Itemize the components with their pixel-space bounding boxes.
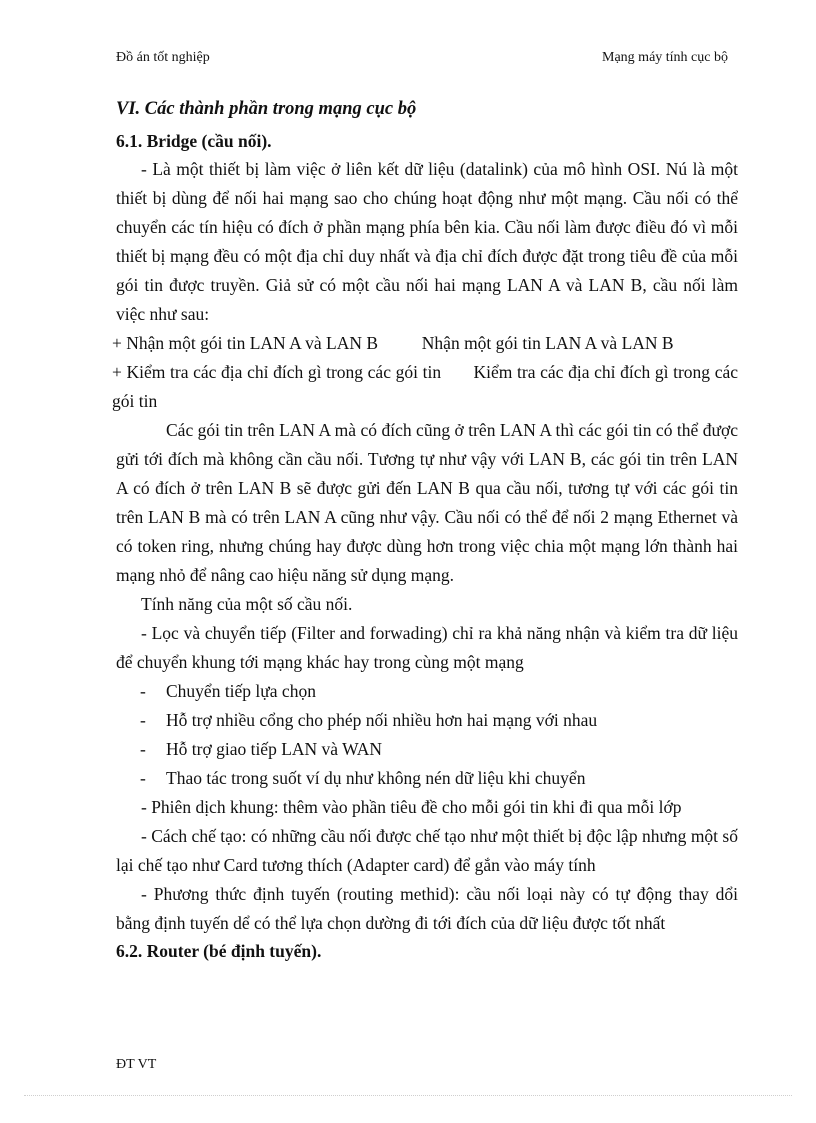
step-check-paragraph: + Kiểm tra các địa chỉ đích gì trong các gói tin Kiểm tra các địa chỉ đích gì trong các gói tin <box>112 362 743 411</box>
bridge-heading: 6.1. Bridge (cầu nối). <box>116 131 272 151</box>
section-title: VI. Các thành phần trong mạng cục bộ <box>116 99 417 119</box>
list-item-text: Hỗ trợ nhiều cổng cho phép nối nhiều hơn hai mạng với nhau <box>166 710 598 730</box>
bridge-intro-paragraph: - Là một thiết bị làm việc ở liên kết dữ liệu (datalink) của mô hình OSI. Nú là một thiết bị dùng để nối hai mạng sao cho chúng hoạt động như một mạng. Cầu nối có thể chuyển các tín hiệu có đích ở phần mạng phía bên kia. Cầu nối làm được điều đó vì mỗi thiết bị mạng đều có một địa chỉ duy nhất và địa chỉ đích được đặt trong tiêu đề của mỗi gói tin được truyền. Giả sử có một cầu nối hai mạng LAN A và LAN B, cầu nối làm việc như sau: <box>116 159 738 324</box>
list-item <box>116 735 738 764</box>
document-body <box>112 96 743 965</box>
router-heading: 6.2. Router (bé định tuyến). <box>116 941 322 961</box>
list-bullet: - <box>140 739 146 759</box>
list-bullet: - <box>140 681 146 701</box>
list-item <box>116 764 738 793</box>
list-bullet: - <box>140 710 146 730</box>
header-right-title: Mạng máy tính cục bộ <box>602 50 728 65</box>
frame-translation-paragraph: - Phiên dịch khung: thêm vào phần tiêu đề cho mỗi gói tin khi đi qua mỗi lớp <box>141 797 682 817</box>
routing-method-paragraph: - Phương thức định tuyến (routing methid): cầu nối loại này có tự động thay dổi bằng định tuyến dể có thể lựa chọn dường đi tới đích của dữ liệu được tốt nhất <box>116 884 738 933</box>
lan-forwarding-paragraph: Các gói tin trên LAN A mà có đích cũng ở trên LAN A thì các gói tin có thể được gửi tới đích mà không cần cầu nối. Tương tự như vậy với LAN B, các gói tin trên LAN A có đích ở trên LAN B sẽ được gửi đến LAN B qua cầu nối, tương tự với các gói tin trên LAN B mà có trên LAN A cũng như vậy. Cầu nối có thể để nối 2 mạng Ethernet và có token ring, nhưng chúng hay được dùng hơn trong việc chia một mạng lớn thành hai mạng nhỏ để nâng cao hiệu năng sử dụng mạng. <box>116 420 738 585</box>
list-item-text: Thao tác trong suốt ví dụ như không nén dữ liệu khi chuyển <box>166 768 586 788</box>
list-bullet: - <box>140 768 146 788</box>
list-item-text: Chuyển tiếp lựa chọn <box>166 681 316 701</box>
list-item <box>116 677 738 706</box>
page-bottom-divider <box>24 1095 792 1096</box>
features-intro-paragraph: Tính năng của một số cầu nối. <box>141 594 353 614</box>
step-receive-paragraph: + Nhận một gói tin LAN A và LAN B Nhận một gói tin LAN A và LAN B <box>112 333 674 353</box>
header-left-title: Đồ án tốt nghiệp <box>116 50 210 65</box>
page-footer: ĐT VT <box>116 1057 157 1072</box>
list-item <box>116 706 738 735</box>
filter-forwarding-paragraph: - Lọc và chuyển tiếp (Filter and forwading) chỉ ra khả năng nhận và kiểm tra dữ liệu để chuyển khung tới mạng khác hay trong cùng một mạng <box>116 623 738 672</box>
feature-list <box>116 677 738 793</box>
manufacturing-paragraph: - Cách chế tạo: có những cầu nối được chế tạo như một thiết bị độc lập nhưng một số lại chế tạo như Card tương thích (Adapter card) để gắn vào máy tính <box>116 826 738 875</box>
list-item-text: Hỗ trợ giao tiếp LAN và WAN <box>166 739 382 759</box>
page-header <box>116 50 728 66</box>
